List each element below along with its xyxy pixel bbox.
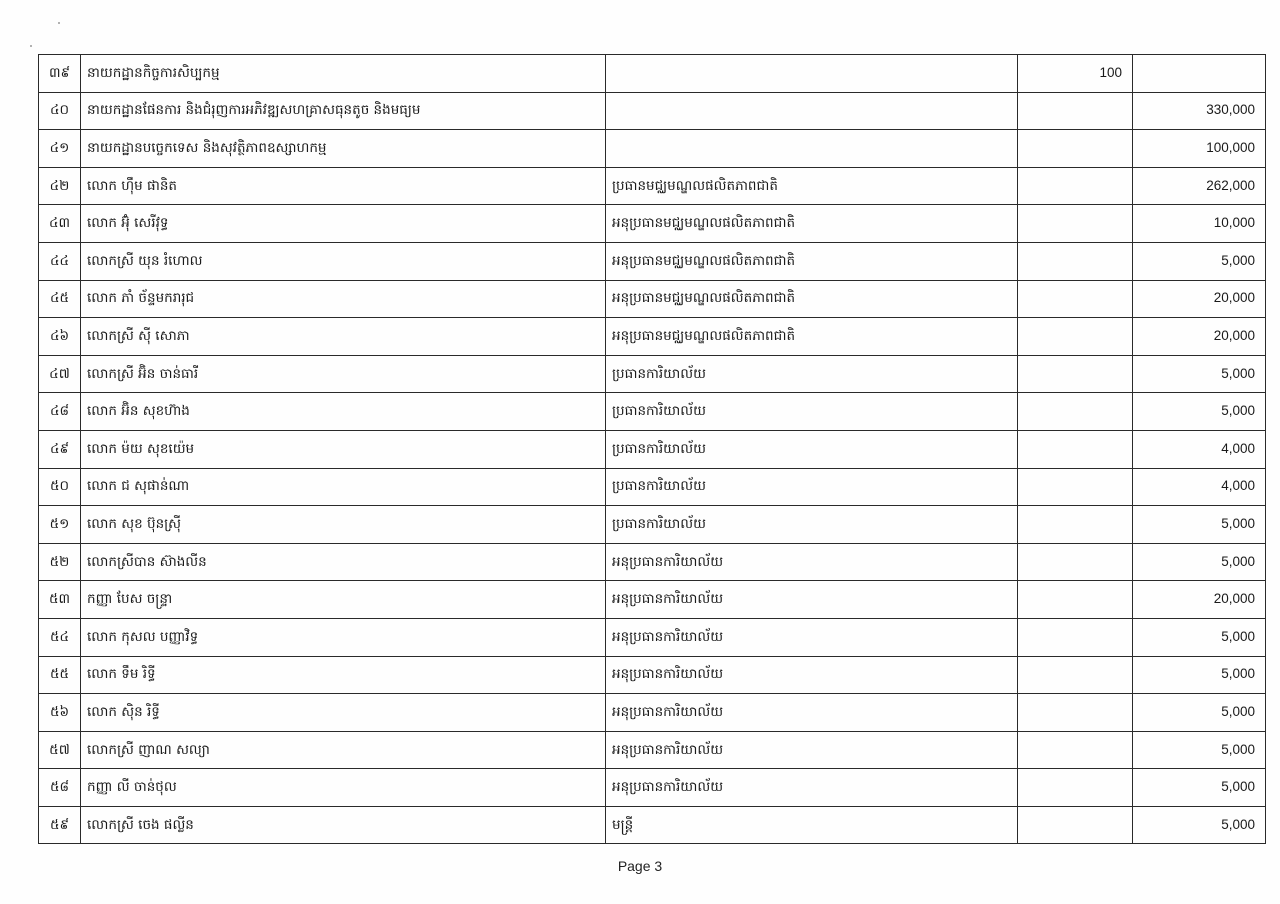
row-name: លោកស្រី ញាណ សល្យា bbox=[81, 731, 606, 769]
scan-speck bbox=[58, 22, 60, 24]
row-position: អនុប្រធានមជ្ឈមណ្ឌលផលិតភាពជាតិ bbox=[606, 280, 1018, 318]
row-amount-a bbox=[1018, 694, 1133, 732]
row-position: ប្រធានការិយាល័យ bbox=[606, 393, 1018, 431]
table-row bbox=[39, 280, 1266, 318]
row-position: អនុប្រធានការិយាល័យ bbox=[606, 731, 1018, 769]
table-row bbox=[39, 205, 1266, 243]
row-amount-b: 10,000 bbox=[1133, 205, 1266, 243]
row-amount-b: 5,000 bbox=[1133, 806, 1266, 844]
row-name: លោក ម៉យ សុខយ៉េម bbox=[81, 430, 606, 468]
row-number: ៤០ bbox=[39, 92, 81, 130]
row-name: លោកស្រីបាន ស៊ាងលីន bbox=[81, 543, 606, 581]
row-amount-a bbox=[1018, 130, 1133, 168]
table-row bbox=[39, 468, 1266, 506]
row-amount-b: 5,000 bbox=[1133, 242, 1266, 280]
row-position: អនុប្រធានការិយាល័យ bbox=[606, 769, 1018, 807]
row-amount-b: 5,000 bbox=[1133, 694, 1266, 732]
row-number: ៥៧ bbox=[39, 731, 81, 769]
table-row bbox=[39, 581, 1266, 619]
row-amount-b: 5,000 bbox=[1133, 618, 1266, 656]
row-number: ៤៤ bbox=[39, 242, 81, 280]
row-name: នាយកដ្ឋានផែនការ និងជំរុញការអភិវឌ្ឍសហគ្រាសធុនតូច និងមធ្យម bbox=[81, 92, 606, 130]
row-amount-a bbox=[1018, 731, 1133, 769]
row-number: ៣៩ bbox=[39, 55, 81, 93]
row-amount-b: 5,000 bbox=[1133, 769, 1266, 807]
row-amount-b: 330,000 bbox=[1133, 92, 1266, 130]
row-position: អនុប្រធានការិយាល័យ bbox=[606, 694, 1018, 732]
row-amount-b: 100,000 bbox=[1133, 130, 1266, 168]
row-name: លោកស្រី ចេង ផល្លីន bbox=[81, 806, 606, 844]
row-position: អនុប្រធានការិយាល័យ bbox=[606, 543, 1018, 581]
row-name: នាយកដ្ឋានកិច្ចការសិប្បកម្ម bbox=[81, 55, 606, 93]
row-position: អនុប្រធានមជ្ឈមណ្ឌលផលិតភាពជាតិ bbox=[606, 205, 1018, 243]
table-row bbox=[39, 656, 1266, 694]
row-number: ៤៨ bbox=[39, 393, 81, 431]
row-amount-a bbox=[1018, 167, 1133, 205]
row-amount-b: 20,000 bbox=[1133, 280, 1266, 318]
row-number: ៥៥ bbox=[39, 656, 81, 694]
row-amount-b: 262,000 bbox=[1133, 167, 1266, 205]
row-amount-a bbox=[1018, 280, 1133, 318]
row-amount-b: 5,000 bbox=[1133, 731, 1266, 769]
scan-speck bbox=[30, 45, 32, 47]
row-amount-a bbox=[1018, 242, 1133, 280]
table-row bbox=[39, 167, 1266, 205]
row-amount-a bbox=[1018, 393, 1133, 431]
row-amount-b: 5,000 bbox=[1133, 355, 1266, 393]
row-name: លោក កុសល បញ្ញាវិទ្ធ bbox=[81, 618, 606, 656]
row-name: លោក សុខ ប៊ុនស្រ៊ី bbox=[81, 506, 606, 544]
table-row bbox=[39, 355, 1266, 393]
row-position: មន្ត្រី bbox=[606, 806, 1018, 844]
row-amount-a bbox=[1018, 656, 1133, 694]
table-row bbox=[39, 393, 1266, 431]
row-position: អនុប្រធានការិយាល័យ bbox=[606, 618, 1018, 656]
row-amount-a bbox=[1018, 318, 1133, 356]
row-position: ប្រធានការិយាល័យ bbox=[606, 506, 1018, 544]
row-amount-b: 20,000 bbox=[1133, 318, 1266, 356]
row-number: ៥២ bbox=[39, 543, 81, 581]
row-amount-b: 5,000 bbox=[1133, 656, 1266, 694]
row-number: ៤៣ bbox=[39, 205, 81, 243]
row-amount-a bbox=[1018, 543, 1133, 581]
row-amount-a bbox=[1018, 205, 1133, 243]
row-amount-a bbox=[1018, 506, 1133, 544]
table-row bbox=[39, 806, 1266, 844]
row-position: ប្រធានមជ្ឈមណ្ឌលផលិតភាពជាតិ bbox=[606, 167, 1018, 205]
row-amount-a bbox=[1018, 806, 1133, 844]
row-amount-a bbox=[1018, 581, 1133, 619]
table-row bbox=[39, 92, 1266, 130]
row-number: ៥១ bbox=[39, 506, 81, 544]
table-row bbox=[39, 769, 1266, 807]
contributions-table bbox=[38, 54, 1266, 844]
table-row bbox=[39, 694, 1266, 732]
row-name: លោក ទឹម រិទ្ធី bbox=[81, 656, 606, 694]
table-row bbox=[39, 506, 1266, 544]
row-number: ៥០ bbox=[39, 468, 81, 506]
row-number: ៤១ bbox=[39, 130, 81, 168]
row-amount-a bbox=[1018, 430, 1133, 468]
row-position bbox=[606, 55, 1018, 93]
row-position bbox=[606, 130, 1018, 168]
row-amount-b: 4,000 bbox=[1133, 468, 1266, 506]
row-name: កញ្ញា បែស ចន្ទ្រា bbox=[81, 581, 606, 619]
row-name: លោក ជ សុផាន់ណា bbox=[81, 468, 606, 506]
row-position: អនុប្រធានការិយាល័យ bbox=[606, 656, 1018, 694]
row-position bbox=[606, 92, 1018, 130]
table-row bbox=[39, 55, 1266, 93]
row-amount-a: 100 bbox=[1018, 55, 1133, 93]
row-position: ប្រធានការិយាល័យ bbox=[606, 355, 1018, 393]
row-name: កញ្ញា លី ចាន់ថុល bbox=[81, 769, 606, 807]
row-name: លោក អ៊ិន សុខហ៊ាង bbox=[81, 393, 606, 431]
row-amount-a bbox=[1018, 355, 1133, 393]
row-position: អនុប្រធានមជ្ឈមណ្ឌលផលិតភាពជាតិ bbox=[606, 318, 1018, 356]
row-position: ប្រធានការិយាល័យ bbox=[606, 430, 1018, 468]
row-amount-a bbox=[1018, 618, 1133, 656]
row-name: លោក ហ៊ឹម ផានិត bbox=[81, 167, 606, 205]
row-number: ៤៥ bbox=[39, 280, 81, 318]
row-number: ៥៤ bbox=[39, 618, 81, 656]
row-number: ៤៧ bbox=[39, 355, 81, 393]
row-amount-a bbox=[1018, 92, 1133, 130]
row-amount-b: 5,000 bbox=[1133, 543, 1266, 581]
page-number: Page 3 bbox=[617, 858, 663, 874]
table-row bbox=[39, 318, 1266, 356]
row-amount-b: 5,000 bbox=[1133, 393, 1266, 431]
row-number: ៥៨ bbox=[39, 769, 81, 807]
row-amount-b: 20,000 bbox=[1133, 581, 1266, 619]
row-position: អនុប្រធានការិយាល័យ bbox=[606, 581, 1018, 619]
row-amount-a bbox=[1018, 468, 1133, 506]
row-name: លោកស្រី អ៊ិន ចាន់ធារី bbox=[81, 355, 606, 393]
row-name: លោក ភាំ ច័ន្ទមករារុជ bbox=[81, 280, 606, 318]
row-position: ប្រធានការិយាល័យ bbox=[606, 468, 1018, 506]
contributions-table-body bbox=[39, 55, 1266, 844]
row-name: លោក អ៊ុំ សេរីវុទ្ធ bbox=[81, 205, 606, 243]
table-row bbox=[39, 731, 1266, 769]
row-amount-b bbox=[1133, 55, 1266, 93]
table-row bbox=[39, 543, 1266, 581]
row-amount-a bbox=[1018, 769, 1133, 807]
row-number: ៤២ bbox=[39, 167, 81, 205]
row-name: លោកស្រី ស៊ី សោភា bbox=[81, 318, 606, 356]
row-amount-b: 4,000 bbox=[1133, 430, 1266, 468]
table-row bbox=[39, 430, 1266, 468]
row-number: ៥៩ bbox=[39, 806, 81, 844]
row-name: នាយកដ្ឋានបច្ចេកទេស និងសុវត្ថិភាពឧស្សាហកម្ម bbox=[81, 130, 606, 168]
table-row bbox=[39, 130, 1266, 168]
row-name: លោកស្រី យុន រំហោល bbox=[81, 242, 606, 280]
row-number: ៥៣ bbox=[39, 581, 81, 619]
row-number: ៤៦ bbox=[39, 318, 81, 356]
row-amount-b: 5,000 bbox=[1133, 506, 1266, 544]
row-name: លោក ស៊ិន រិទ្ធី bbox=[81, 694, 606, 732]
row-number: ៥៦ bbox=[39, 694, 81, 732]
table-row bbox=[39, 242, 1266, 280]
row-number: ៤៩ bbox=[39, 430, 81, 468]
row-position: អនុប្រធានមជ្ឈមណ្ឌលផលិតភាពជាតិ bbox=[606, 242, 1018, 280]
table-row bbox=[39, 618, 1266, 656]
